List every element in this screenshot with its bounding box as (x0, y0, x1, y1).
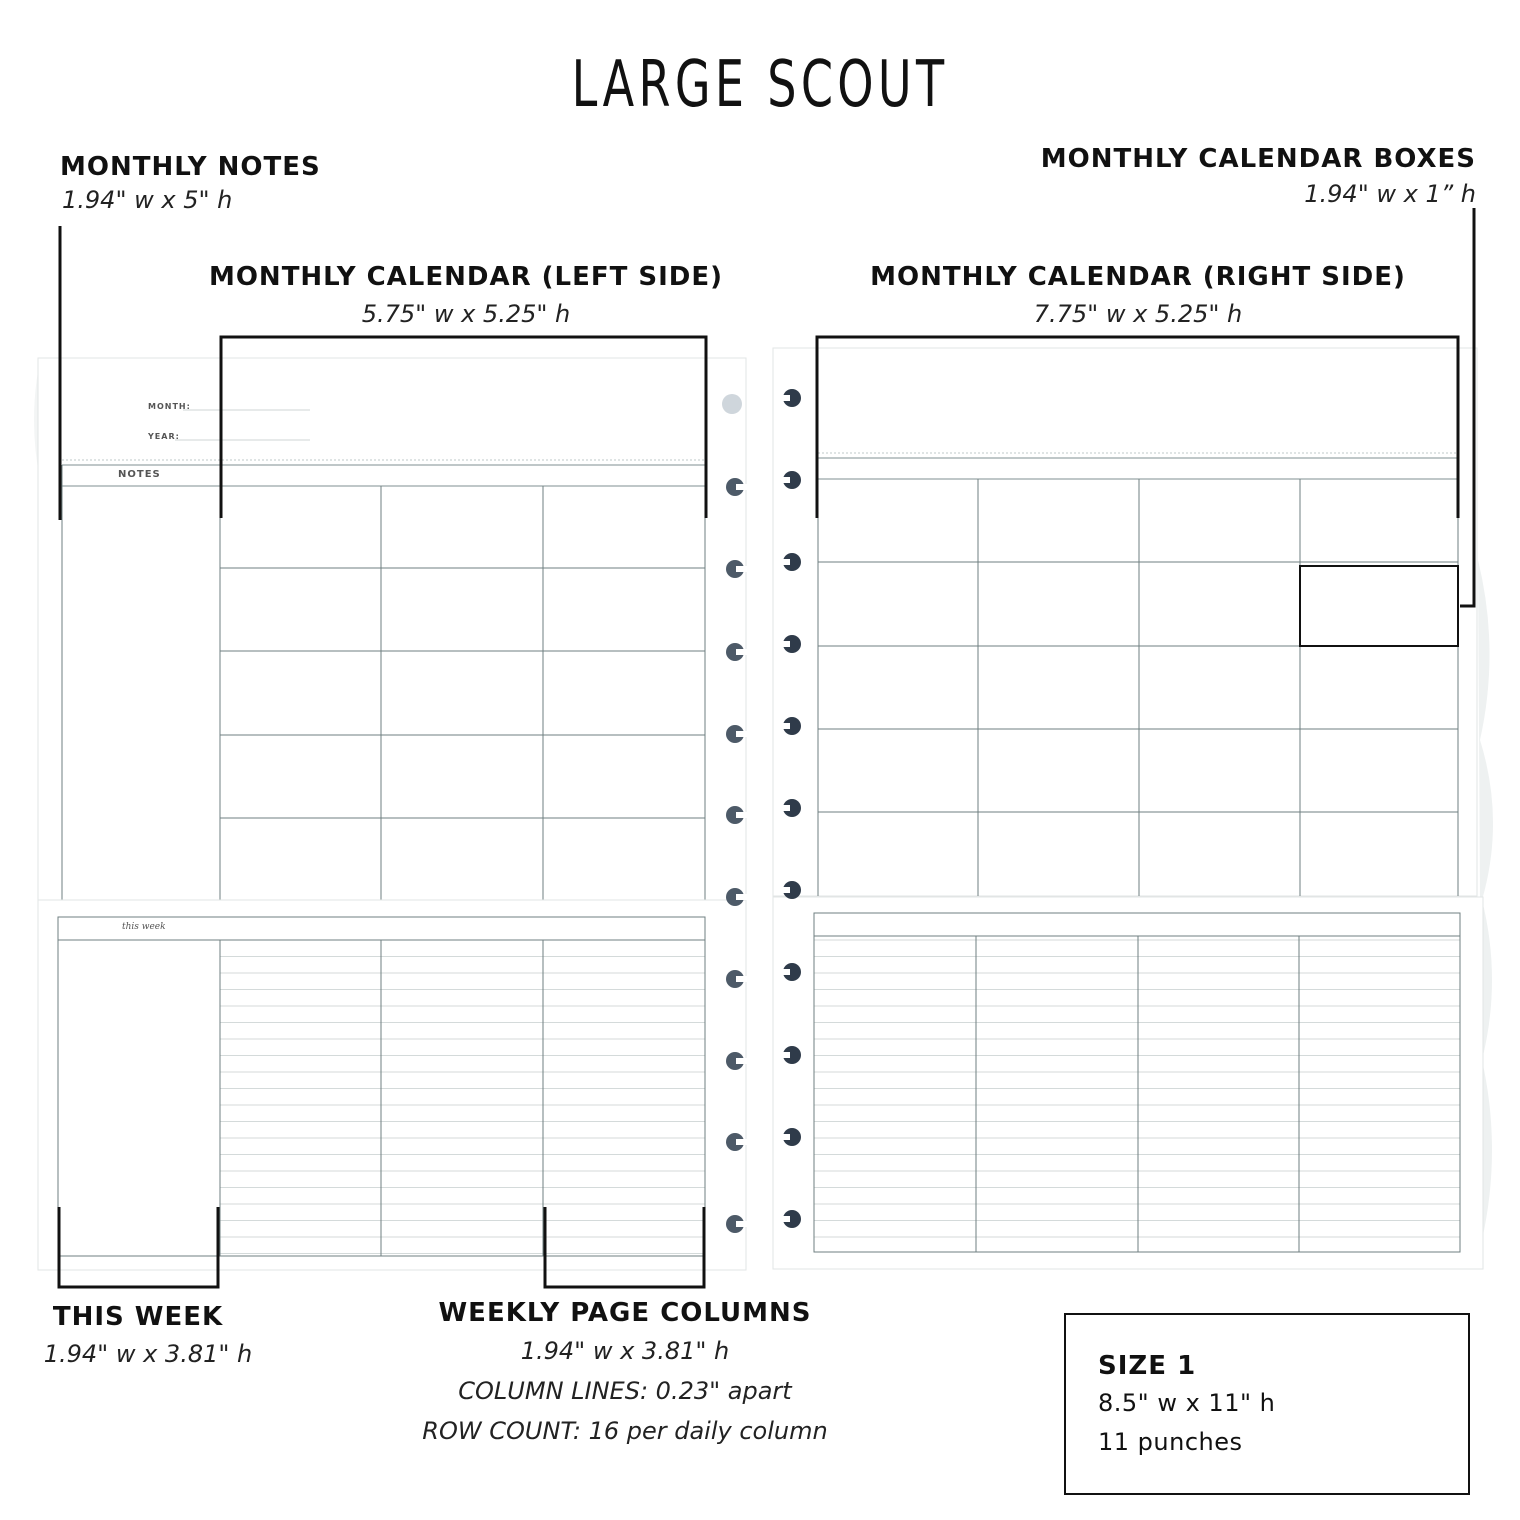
calendar-boxes-dim: 1.94" w x 1” h (1304, 180, 1476, 208)
year-field-label: YEAR: (148, 432, 180, 441)
weekly-columns-dim: 1.94" w x 3.81" h (520, 1337, 730, 1365)
size-punches: 11 punches (1098, 1428, 1243, 1456)
month-field-label: MONTH: (148, 402, 191, 411)
right-monthly-page (773, 348, 1477, 896)
page-title: LARGE SCOUT (571, 48, 949, 122)
monthly-notes-label: MONTHLY NOTES (60, 152, 321, 182)
this-week-callout-dim: 1.94" w x 3.81" h (43, 1340, 253, 1368)
monthly-notes-dim: 1.94" w x 5" h (62, 186, 233, 214)
size-dimensions: 8.5" w x 11" h (1098, 1389, 1276, 1417)
notes-label: NOTES (118, 469, 161, 480)
left-monthly-page (38, 358, 746, 906)
this-week-callout-label: THIS WEEK (52, 1302, 224, 1332)
size-info-box (1064, 1313, 1470, 1495)
monthly-left-label: MONTHLY CALENDAR (LEFT SIDE) (208, 262, 724, 292)
weekly-columns-label: WEEKLY PAGE COLUMNS (438, 1298, 812, 1328)
monthly-right-dim: 7.75" w x 5.25" h (1033, 300, 1243, 328)
monthly-right-label: MONTHLY CALENDAR (RIGHT SIDE) (870, 262, 1406, 292)
calendar-boxes-label: MONTHLY CALENDAR BOXES (1040, 144, 1476, 174)
this-week-label: this week (122, 922, 166, 932)
weekly-row-count: ROW COUNT: 16 per daily column (422, 1417, 828, 1445)
monthly-left-dim: 5.75" w x 5.25" h (361, 300, 571, 328)
size-label: SIZE 1 (1098, 1351, 1197, 1381)
weekly-column-lines: COLUMN LINES: 0.23" apart (458, 1377, 792, 1405)
